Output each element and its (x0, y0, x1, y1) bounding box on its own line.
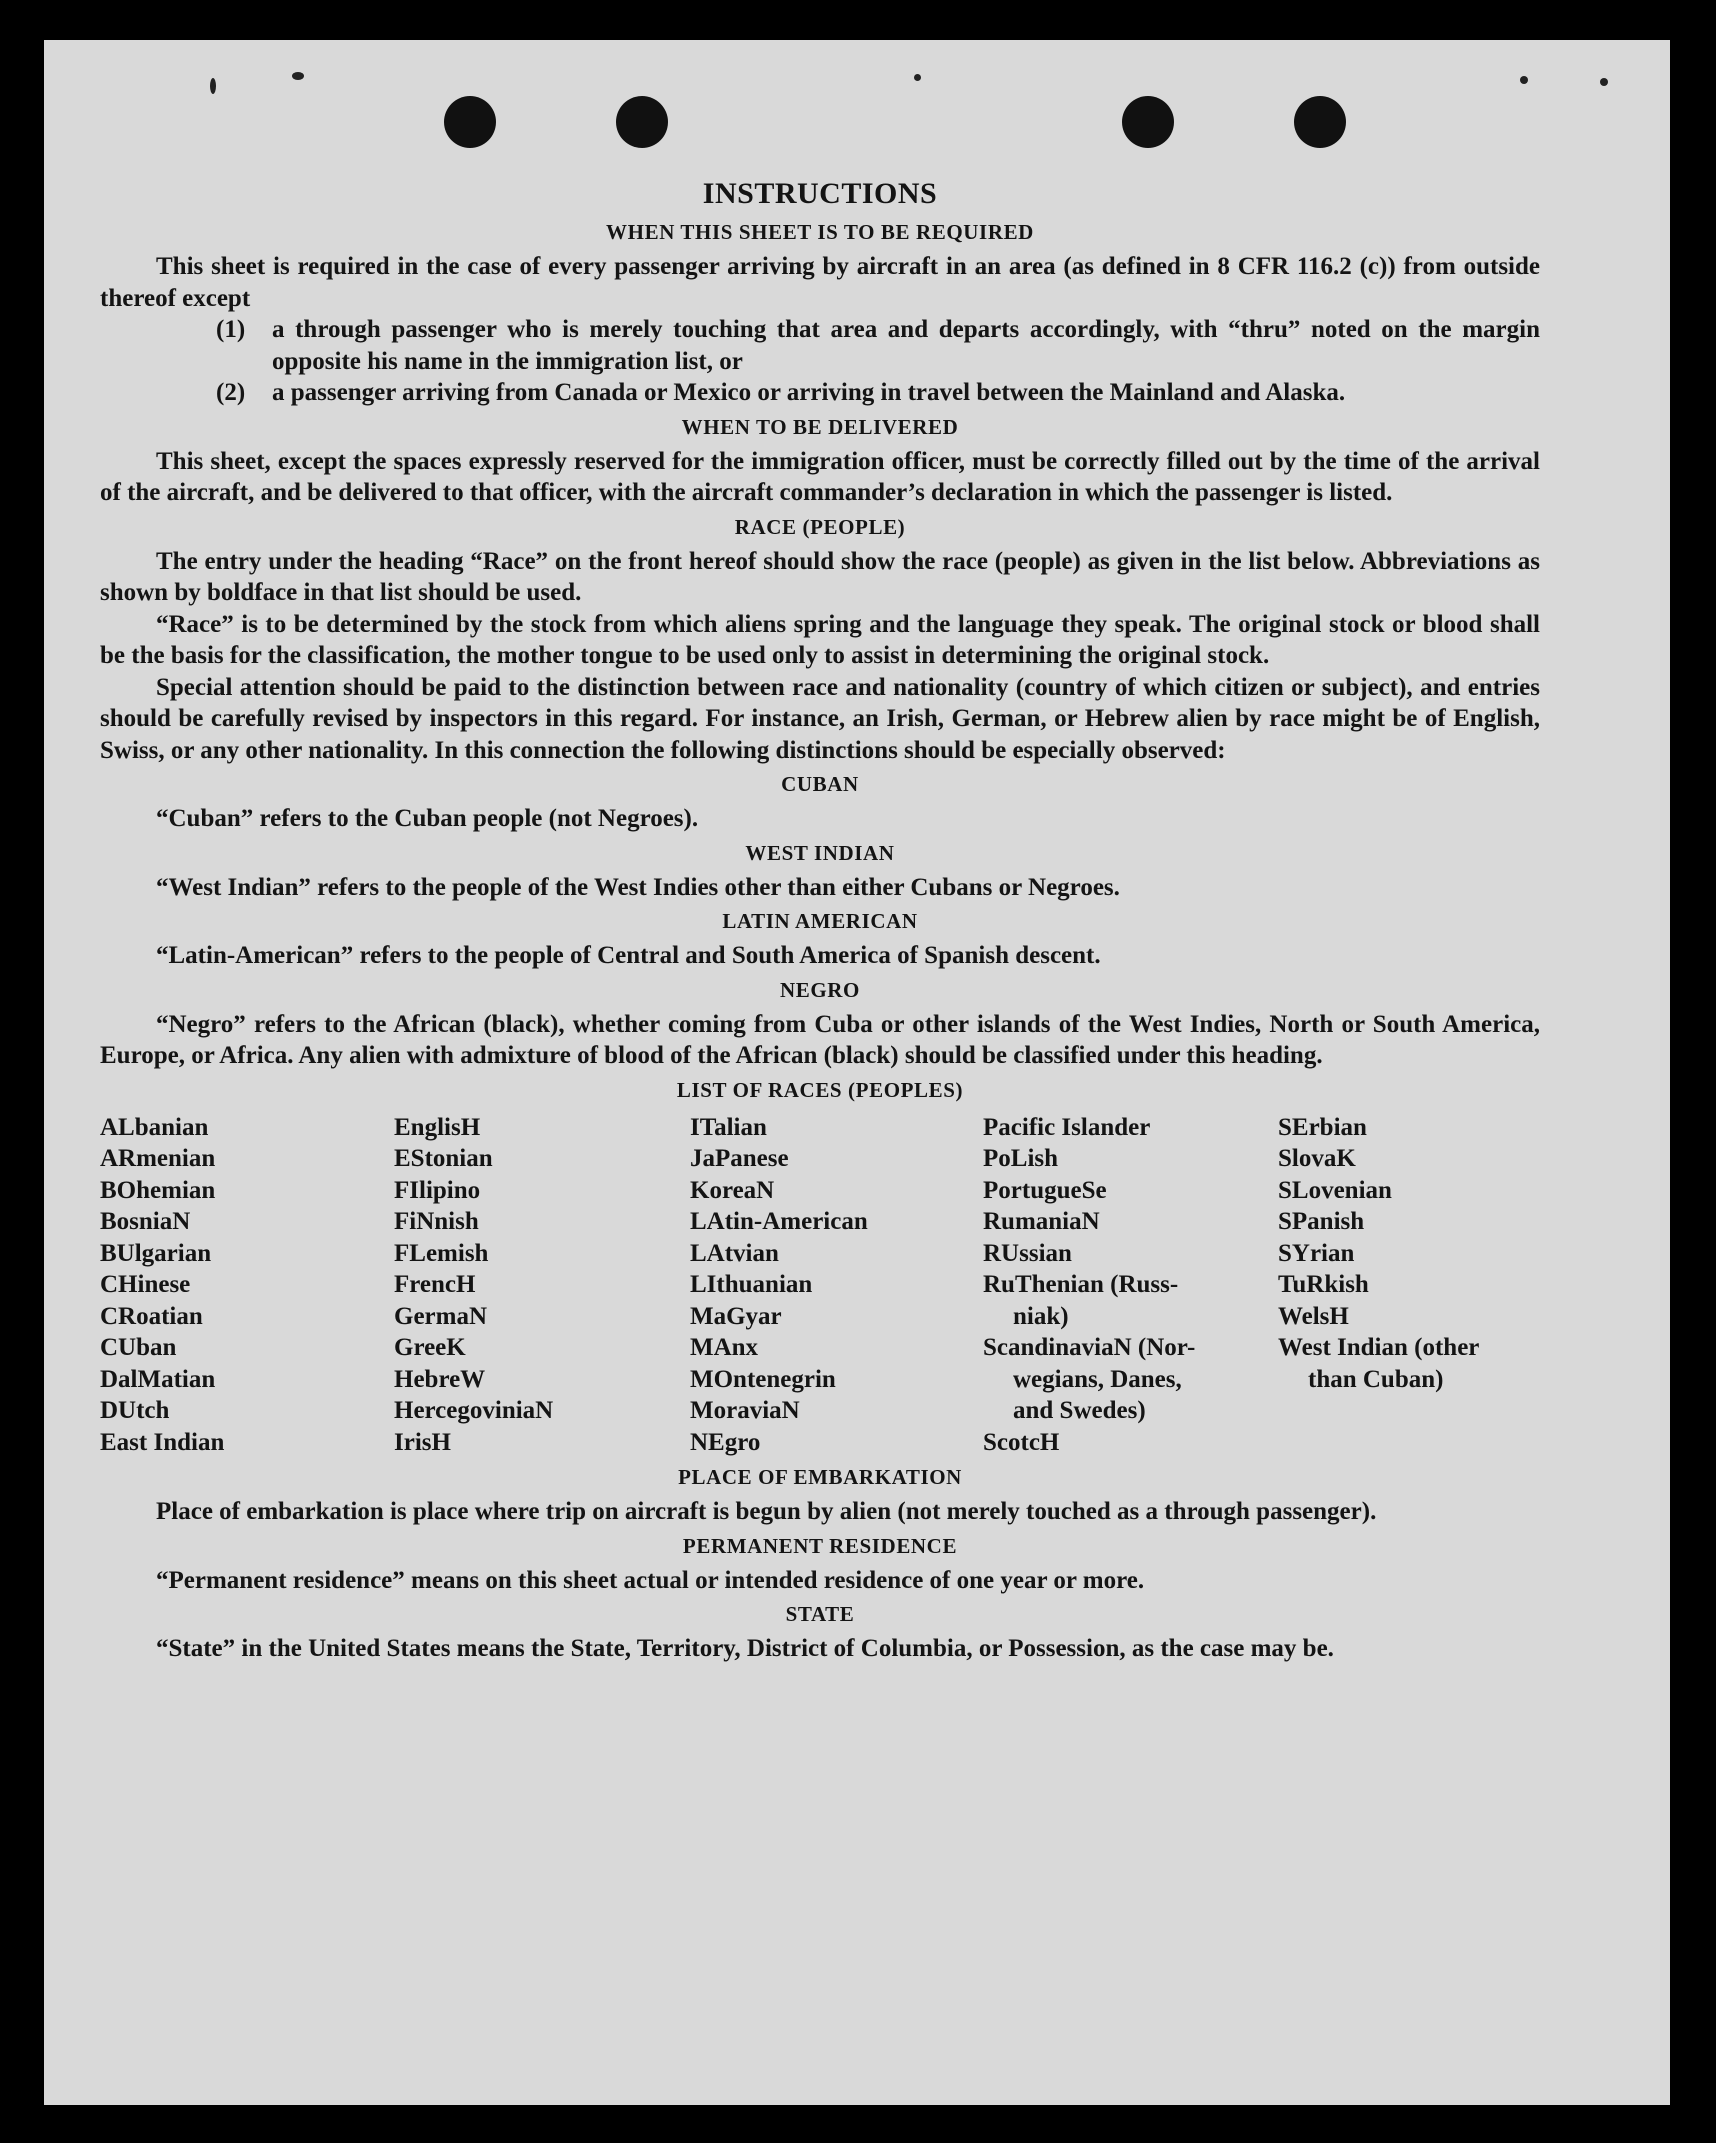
race-entry: SLovenian (1278, 1176, 1392, 1204)
heading-when-delivered: WHEN TO BE DELIVERED (681, 414, 959, 439)
race-entry: KoreaN (690, 1176, 775, 1204)
heading-race: RACE (PEOPLE) (734, 514, 906, 539)
heading-list-of-races: LIST OF RACES (PEOPLES) (676, 1077, 964, 1102)
race-entry: MOntenegrin (690, 1365, 836, 1393)
race-entry: West Indian (other (1278, 1334, 1480, 1361)
race-entry: JaPanese (690, 1145, 789, 1172)
race-entry: TuRkish (1278, 1271, 1369, 1298)
race-entry: LAtin-American (690, 1208, 868, 1235)
race-paragraph: The entry under the heading “Race” on the front hereof should show the race (people) as given in the list below. Abbreviations as shown by boldface in that list should be used. (100, 547, 1540, 606)
race-entry: FiNnish (394, 1208, 479, 1235)
race-column (394, 1112, 690, 1459)
race-entry: RumaniaN (983, 1208, 1100, 1235)
ink-speck (1520, 76, 1528, 84)
race-entry: MoraviaN (690, 1397, 800, 1424)
race-entry: than Cuban) (1308, 1365, 1444, 1393)
race-entry: ITalian (690, 1113, 767, 1141)
race-column (100, 1112, 394, 1459)
race-entry: EnglisH (394, 1113, 481, 1141)
race-entry: IrisH (394, 1428, 451, 1456)
heading-west-indian: WEST INDIAN (745, 840, 895, 865)
negro-definition: “Negro” refers to the African (black), whether coming from Cuba or other islands of the West Indies, North or South America, Europe, or Africa. Any alien with admixture of blood of the African (black) should be classified under this heading. (100, 1010, 1540, 1069)
exception-text: a passenger arriving from Canada or Mexico or arriving in travel between the Mainland and Alaska. (272, 379, 1346, 406)
race-entry: niak) (1013, 1302, 1069, 1330)
exception-text: a through passenger who is merely touching that area and departs accordingly, with “thru” noted on the margin opposite his name in the immigration list, or (272, 316, 1540, 375)
race-list (100, 1112, 1540, 1459)
race-entry: SErbian (1278, 1113, 1367, 1141)
race-entry: FLemish (394, 1239, 489, 1267)
heading-latin-american: LATIN AMERICAN (722, 909, 918, 933)
race-entry: NEgro (690, 1428, 761, 1456)
heading-negro: NEGRO (779, 977, 860, 1002)
race-column (690, 1112, 983, 1459)
when-delivered-text: This sheet, except the spaces expressly reserved for the immigration officer, must be correctly filled out by the time of the arrival of the aircraft, and be delivered to that officer, with the aircraft commander’s declaration in which the passenger is listed. (100, 447, 1540, 506)
heading-cuban: CUBAN (781, 772, 859, 796)
punch-hole (444, 96, 496, 148)
race-entry: ScotcH (983, 1428, 1060, 1456)
instructions-body (100, 174, 1540, 1665)
punch-hole (1122, 96, 1174, 148)
race-entry: WelsH (1278, 1302, 1349, 1330)
ink-speck (1600, 78, 1608, 86)
race-entry: EStonian (394, 1145, 493, 1172)
race-entry: ARmenian (100, 1145, 216, 1172)
race-entry: PoLish (983, 1145, 1059, 1172)
race-entry: ScandinaviaN (Nor- (983, 1334, 1196, 1361)
race-entry: HercegoviniaN (394, 1397, 554, 1424)
race-entry: FrencH (394, 1271, 476, 1298)
exception-number: (2) (216, 379, 246, 406)
race-entry: ALbanian (100, 1113, 209, 1141)
heading-embarkation: PLACE OF EMBARKATION (678, 1465, 962, 1489)
race-entry: LIthuanian (690, 1271, 813, 1298)
state-definition: “State” in the United States means the State, Territory, District of Columbia, or Possession, as the case may be. (156, 1635, 1334, 1662)
race-entry: RuThenian (Russ- (983, 1271, 1179, 1298)
race-entry: and Swedes) (1013, 1397, 1146, 1424)
race-entry: CHinese (100, 1271, 191, 1298)
race-entry: BosniaN (100, 1208, 191, 1235)
race-entry: BUlgarian (100, 1239, 212, 1267)
race-column (1278, 1112, 1540, 1459)
race-paragraph: Special attention should be paid to the distinction between race and nationality (country of which citizen or subject), and entries should be carefully revised by inspectors in this regard. For instance, an Irish, German, or Hebrew alien by race might be of English, Swiss, or any other nationality. In this connection the following distinctions should be especially observed: (100, 673, 1540, 764)
page-title: INSTRUCTIONS (702, 177, 938, 210)
race-entry: CUban (100, 1334, 177, 1361)
race-entry: SlovaK (1278, 1145, 1356, 1172)
race-entry: BOhemian (100, 1176, 216, 1204)
heading-when-required: WHEN THIS SHEET IS TO BE REQUIRED (606, 220, 1034, 244)
latin-american-definition: “Latin-American” refers to the people of Central and South America of Spanish descent. (156, 942, 1101, 969)
race-entry: DalMatian (100, 1365, 216, 1393)
race-entry: FIlipino (394, 1176, 481, 1204)
residence-definition: “Permanent residence” means on this sheet actual or intended residence of one year or more. (156, 1566, 1145, 1594)
race-column (983, 1112, 1278, 1459)
exception-item (216, 377, 1540, 409)
race-paragraph: “Race” is to be determined by the stock from which aliens spring and the language they speak. The original stock or blood shall be the basis for the classification, the mother tongue to be used only to assist in determining the original stock. (100, 610, 1540, 669)
race-entry: LAtvian (690, 1239, 779, 1267)
race-entry: SYrian (1278, 1239, 1355, 1267)
race-entry: SPanish (1278, 1208, 1365, 1235)
west-indian-definition: “West Indian” refers to the people of the West Indies other than either Cubans or Negroes. (156, 873, 1120, 901)
race-entry: wegians, Danes, (1013, 1365, 1182, 1393)
race-entry: CRoatian (100, 1302, 203, 1330)
heading-permanent-residence: PERMANENT RESIDENCE (682, 1533, 958, 1558)
race-entry: East Indian (100, 1428, 225, 1456)
race-entry: RUssian (983, 1239, 1072, 1267)
race-entry: PortugueSe (983, 1176, 1107, 1204)
exception-number: (1) (216, 316, 246, 343)
document-sheet (44, 40, 1670, 2105)
heading-state: STATE (785, 1602, 855, 1626)
race-entry: GermaN (394, 1302, 488, 1330)
ink-speck (914, 74, 921, 81)
punch-hole (1294, 96, 1346, 148)
race-entry: MAnx (690, 1334, 759, 1361)
race-entry: MaGyar (690, 1302, 782, 1330)
ink-speck (292, 72, 304, 80)
race-entry: HebreW (394, 1365, 486, 1393)
race-entry: DUtch (100, 1397, 170, 1424)
when-required-intro: This sheet is required in the case of every passenger arriving by aircraft in an area (as defined in 8 CFR 116.2 (c)) from outside thereof except (100, 253, 1540, 312)
race-entry: Pacific Islander (983, 1113, 1151, 1141)
ink-speck (210, 78, 216, 94)
exception-item (216, 314, 1540, 377)
punch-hole (616, 96, 668, 148)
cuban-definition: “Cuban” refers to the Cuban people (not Negroes). (156, 805, 699, 832)
race-entry: GreeK (394, 1334, 466, 1361)
embarkation-definition: Place of embarkation is place where trip on aircraft is begun by alien (not merely touched as a through passenger). (156, 1498, 1377, 1525)
